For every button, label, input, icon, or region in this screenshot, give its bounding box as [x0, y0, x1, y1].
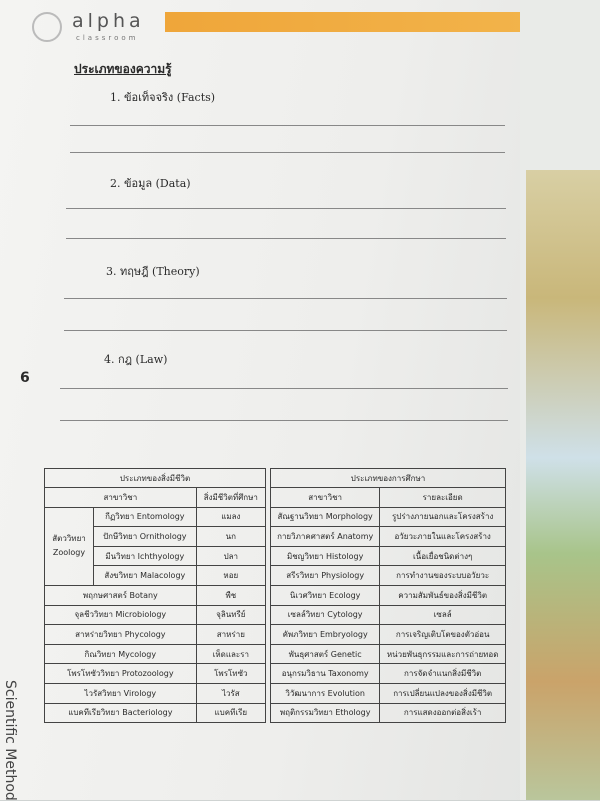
- table-row: [271, 507, 506, 527]
- section-title: ประเภทของความรู้: [74, 62, 172, 76]
- illustration: [526, 170, 600, 800]
- column-header: สิ่งมีชีวิตที่ศึกษา: [196, 488, 265, 508]
- table-row: [271, 546, 506, 566]
- detail-cell: การแสดงออกต่อสิ่งเร้า: [380, 703, 506, 723]
- field-cell: ปักษีวิทยา Ornithology: [94, 527, 197, 547]
- answer-line[interactable]: [66, 238, 506, 239]
- organism-cell: สาหร่าย: [196, 625, 265, 645]
- field-cell: สรีรวิทยา Physiology: [271, 566, 380, 586]
- table-row: [271, 566, 506, 586]
- field-cell: สัณฐานวิทยา Morphology: [271, 507, 380, 527]
- field-cell: จุลชีววิทยา Microbiology: [45, 605, 197, 625]
- field-cell: พฤกษศาสตร์ Botany: [45, 585, 197, 605]
- field-cell: ไวรัสวิทยา Virology: [45, 683, 197, 703]
- organism-cell: แบคทีเรีย: [196, 703, 265, 723]
- column-header: รายละเอียด: [380, 488, 506, 508]
- detail-cell: ความสัมพันธ์ของสิ่งมีชีวิต: [380, 585, 506, 605]
- detail-cell: เซลล์: [380, 605, 506, 625]
- field-cell: เซลล์วิทยา Cytology: [271, 605, 380, 625]
- side-label: Scientific Method: [2, 680, 18, 801]
- table-row: [271, 585, 506, 605]
- study-table: [270, 468, 506, 723]
- field-cell: อนุกรมวิธาน Taxonomy: [271, 664, 380, 684]
- brand-sub: classroom: [76, 34, 139, 42]
- field-cell: กิณวิทยา Mycology: [45, 644, 197, 664]
- detail-cell: รูปร่างภายนอกและโครงสร้าง: [380, 507, 506, 527]
- page-number: 6: [20, 370, 30, 386]
- organism-cell: พืช: [196, 585, 265, 605]
- answer-line[interactable]: [60, 388, 508, 389]
- question-law: 4. กฎ (Law): [104, 353, 168, 366]
- question-facts: 1. ข้อเท็จจริง (Facts): [110, 91, 216, 104]
- field-cell: แบคทีเรียวิทยา Bacteriology: [45, 703, 197, 723]
- table-row: [45, 605, 266, 625]
- field-cell: กายวิภาคศาสตร์ Anatomy: [271, 527, 380, 547]
- detail-cell: การจัดจำแนกสิ่งมีชีวิต: [380, 664, 506, 684]
- field-cell: สังขวิทยา Malacology: [94, 566, 197, 586]
- table-row: [271, 683, 506, 703]
- field-cell: สาหร่ายวิทยา Phycology: [45, 625, 197, 645]
- organism-cell: โพรโทซัว: [196, 664, 265, 684]
- organism-cell: ไวรัส: [196, 683, 265, 703]
- logo-icon: [32, 12, 62, 42]
- table-row: [45, 585, 266, 605]
- table-row: [271, 625, 506, 645]
- detail-cell: การทำงานของระบบอวัยวะ: [380, 566, 506, 586]
- field-cell: คัพภวิทยา Embryology: [271, 625, 380, 645]
- organism-table: [44, 468, 266, 723]
- field-cell: กีฏวิทยา Entomology: [94, 507, 197, 527]
- detail-cell: การเจริญเติบโตของตัวอ่อน: [380, 625, 506, 645]
- table-row: [45, 683, 266, 703]
- table-title: ประเภทของการศึกษา: [271, 469, 506, 488]
- table-row: [271, 527, 506, 547]
- organism-cell: นก: [196, 527, 265, 547]
- answer-line[interactable]: [70, 125, 505, 126]
- detail-cell: อวัยวะภายในและโครงสร้าง: [380, 527, 506, 547]
- question-data: 2. ข้อมูล (Data): [110, 177, 191, 190]
- organism-cell: จุลินทรีย์: [196, 605, 265, 625]
- table-row: [45, 644, 266, 664]
- organism-cell: เห็ดและรา: [196, 644, 265, 664]
- detail-cell: การเปลี่ยนแปลงของสิ่งมีชีวิต: [380, 683, 506, 703]
- table-row: [271, 703, 506, 723]
- answer-line[interactable]: [66, 208, 506, 209]
- table-row: [271, 605, 506, 625]
- answer-line[interactable]: [70, 152, 505, 153]
- column-header: สาขาวิชา: [45, 488, 197, 508]
- organism-cell: หอย: [196, 566, 265, 586]
- table-row: [271, 664, 506, 684]
- field-cell: โพรโทซัววิทยา Protozoology: [45, 664, 197, 684]
- detail-cell: เนื้อเยื่อชนิดต่างๆ: [380, 546, 506, 566]
- field-cell: พฤติกรรมวิทยา Ethology: [271, 703, 380, 723]
- detail-cell: หน่วยพันธุกรรมและการถ่ายทอด: [380, 644, 506, 664]
- field-cell: วิวัฒนาการ Evolution: [271, 683, 380, 703]
- table-title: ประเภทของสิ่งมีชีวิต: [45, 469, 266, 488]
- table-row: [45, 507, 266, 527]
- answer-line[interactable]: [64, 298, 507, 299]
- brand-name: alpha: [72, 10, 145, 32]
- field-cell: มีนวิทยา Ichthyology: [94, 546, 197, 566]
- adjacent-page: [520, 0, 600, 800]
- header-bar: [165, 12, 525, 32]
- answer-line[interactable]: [64, 330, 507, 331]
- table-row: [45, 664, 266, 684]
- question-theory: 3. ทฤษฎี (Theory): [106, 265, 200, 278]
- field-cell: มิชญวิทยา Histology: [271, 546, 380, 566]
- column-header: สาขาวิชา: [271, 488, 380, 508]
- organism-cell: ปลา: [196, 546, 265, 566]
- organism-cell: แมลง: [196, 507, 265, 527]
- table-row: [45, 703, 266, 723]
- field-cell: พันธุศาสตร์ Genetic: [271, 644, 380, 664]
- field-cell: นิเวศวิทยา Ecology: [271, 585, 380, 605]
- table-row: [271, 644, 506, 664]
- table-row: [45, 625, 266, 645]
- group-cell: สัตววิทยา Zoology: [45, 507, 94, 585]
- answer-line[interactable]: [60, 420, 508, 421]
